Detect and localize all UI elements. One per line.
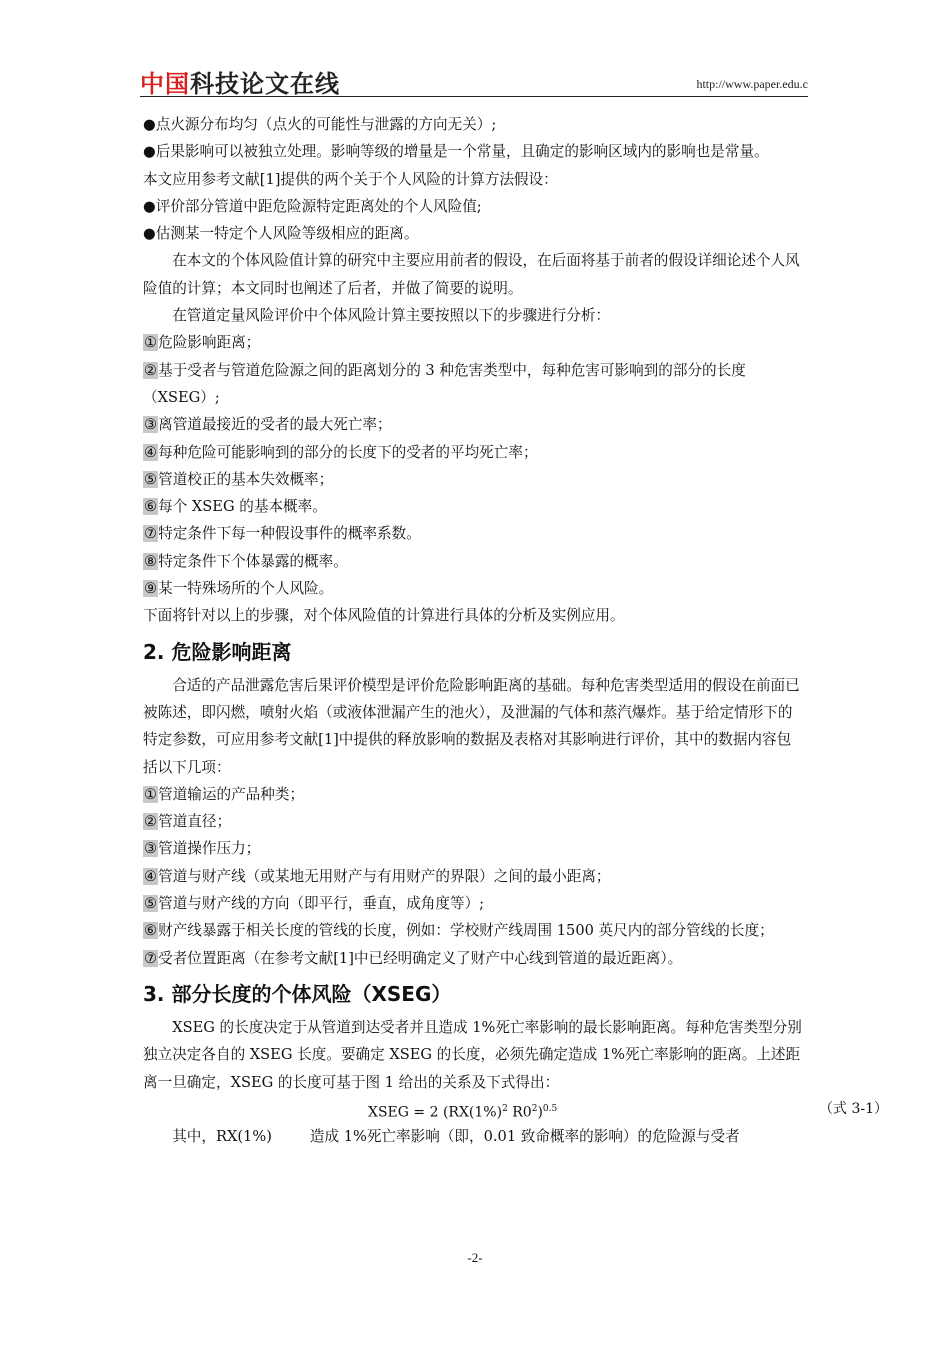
list-number: ⑦ [144,949,158,967]
list-item: ⑤管道校正的基本失效概率； [144,470,334,488]
list-number: ⑨ [144,580,158,598]
page-number: -2- [467,1250,483,1265]
list-number: ⑤ [144,895,158,913]
list-item: ②基于受者与管道危险源之间的距离划分的 3 种危害类型中，每种危害可影响到的部分的长度（XSEG）; [143,361,746,406]
paragraph-steps-intro: 在管道定量风险评价中个体风险计算主要按照以下的步骤进行分析： [172,307,611,325]
steps-list [143,329,803,602]
list-number: ① [144,785,158,803]
list-item: ①危险影响距离； [144,334,261,352]
list-number: ③ [144,840,158,858]
paragraph-method: 在本文的个体风险值计算的研究中主要应用前者的假设，在后面将基于前者的假设详细论述个人风险值的计算；本文同时也阐述了后者，并做了简要的说明。 [143,252,800,297]
bullet-assumption-1: ●评价部分管道中距危险源特定距离处的个人风险值; [143,197,482,215]
list-item: ⑥每个 XSEG 的基本概率。 [144,498,327,516]
list-number: ⑦ [144,525,158,543]
steps-conclusion: 下面将针对以上的步骤，对个体风险值的计算进行具体的分析及实例应用。 [143,607,625,625]
section-2-paragraph: 合适的产品泄露危害后果评价模型是评价危险影响距离的基础。每种危害类型适用的假设在前面已被陈述，即闪燃，喷射火焰（或液体泄漏产生的池火），及泄漏的气体和蒸汽爆炸。基于给定情形下的特定参数，可应用参考文献[1]中提供的释放影响的数据及表格对其影响进行评价，其中的数据内容包括以下几项： [143,676,800,776]
section-2-list [143,781,803,972]
equation-label: （式 3-1） [819,1100,888,1117]
journal-logo: 中国科技论文在线 [140,70,340,98]
list-number: ④ [144,867,158,885]
section-heading-3: 3. 部分长度的个体风险（XSEG） [143,981,452,1006]
list-item: ④管道与财产线（或某地无用财产与有用财产的界限）之间的最小距离； [144,867,611,885]
list-item: ⑨某一特殊场所的个人风险。 [144,580,334,598]
equation-3-1 [143,1096,888,1123]
bullet-ignition: ●点火源分布均匀（点火的可能性与泄露的方向无关）; [143,116,497,133]
list-item: ⑦受者位置距离（在参考文献[1]中已经明确定义了财产中心线到管道的最近距离）。 [144,949,683,967]
list-number: ⑥ [144,498,158,516]
list-item: ⑥财产线暴露于相关长度的管线的长度，例如：学校财产线周围 1500 英尺内的部分管线的长度； [144,922,774,940]
header-url: http://www.paper.edu.c [696,77,808,91]
assumption-intro: 本文应用参考文献[1]提供的两个关于个人风险的计算方法假设： [143,170,558,188]
page-header [140,62,808,97]
list-item: ⑦特定条件下每一种假设事件的概率系数。 [144,525,421,543]
list-item: ⑧特定条件下个体暴露的概率。 [144,552,348,570]
list-number: ⑥ [144,922,158,940]
list-number: ④ [144,443,158,461]
list-item: ①管道输运的产品种类； [144,785,305,803]
section-3-paragraph: XSEG 的长度决定于从管道到达受者并且造成 1%死亡率影响的最长影响距离。每种危害类型分别独立决定各自的 XSEG 长度。要确定 XSEG 的长度，必须先确定造成 1%死亡率影响的距离。上述距离一旦确定，XSEG 的长度可基于图 1 给出的关系及下式得出： [143,1018,802,1091]
list-number: ② [144,361,158,379]
list-number: ③ [144,416,158,434]
list-item: ⑤管道与财产线的方向（即平行，垂直，成角度等）; [144,895,485,913]
variable-definition: 其中，RX(1%) 造成 1%死亡率影响（即，0.01 致命概率的影响）的危险源与受者 [172,1127,740,1145]
list-number: ⑧ [144,552,158,570]
list-item: ③离管道最接近的受者的最大死亡率； [144,416,392,434]
list-item: ③管道操作压力； [144,840,261,858]
section-heading-2: 2. 危险影响距离 [143,639,292,664]
list-number: ⑤ [144,470,158,488]
list-number: ② [144,813,158,831]
page-body [143,111,888,1150]
list-item: ④每种危险可能影响到的部分的长度下的受者的平均死亡率； [144,443,538,461]
list-item: ②管道直径； [144,813,232,831]
equation-formula: XSEG = 2 ($RX(1\%)^2$ $R0^2)^{0.5}$ [368,1103,558,1121]
bullet-assumption-2: ●估测某一特定个人风险等级相应的距离。 [143,225,419,243]
list-number: ① [144,334,158,352]
bullet-consequence: ●后果影响可以被独立处理。影响等级的增量是一个常量，且确定的影响区域内的影响也是常量。 [143,143,769,161]
